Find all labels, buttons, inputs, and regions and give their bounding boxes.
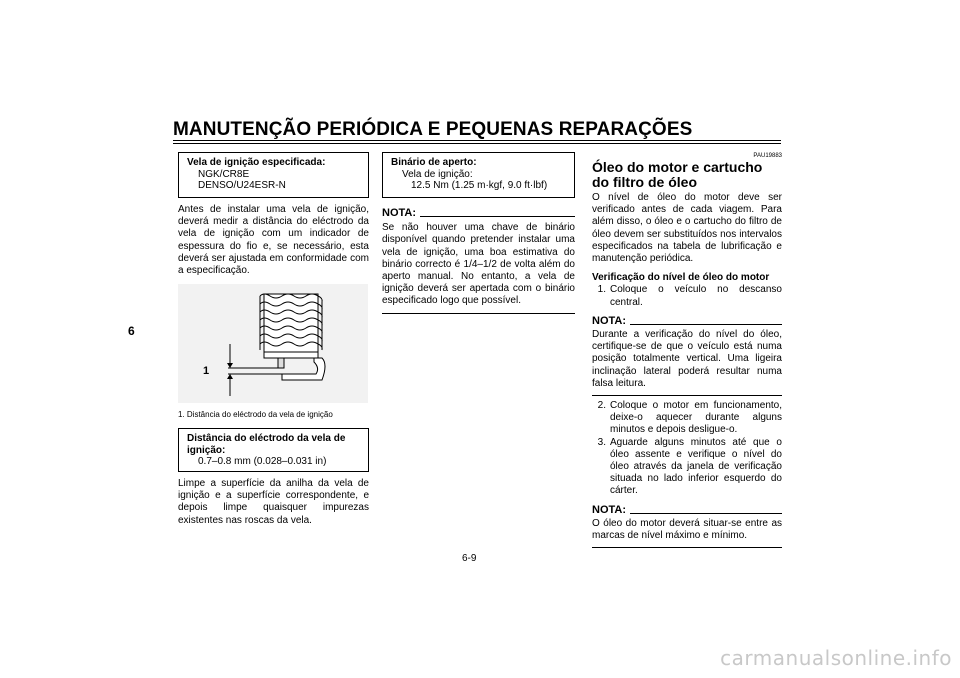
page-title: MANUTENÇÃO PERIÓDICA E PEQUENAS REPARAÇÕES xyxy=(173,119,693,140)
spec-plug-value-2: DENSO/U24ESR-N xyxy=(198,180,286,191)
step-3-text: Aguarde alguns minutos até que o óleo assente e verifique o nível do óleo através da janela de verificação situada no lado inferior esquerdo do cárter. xyxy=(610,436,782,497)
note-2-label: NOTA: xyxy=(592,503,627,516)
torque-title: Binário de aperto: xyxy=(391,157,477,168)
step-1 xyxy=(592,284,782,308)
spec-box-plug xyxy=(178,152,369,198)
figure-label: 1 xyxy=(203,365,210,377)
step-2 xyxy=(592,400,782,437)
title-rule xyxy=(173,140,781,141)
step-2-number: 2. xyxy=(597,400,606,412)
note-2-heading xyxy=(592,504,782,516)
note-2-rule xyxy=(630,513,782,514)
spec-gap-value: 0.7–0.8 mm (0.028–0.031 in) xyxy=(198,456,327,467)
spec-plug-title: Vela de ignição especificada: xyxy=(187,157,326,168)
spark-plug-figure xyxy=(178,284,368,403)
note-end-rule xyxy=(382,313,575,314)
torque-subject: Vela de ignição: xyxy=(402,168,473,180)
note-1-end-rule xyxy=(592,395,782,396)
note-rule xyxy=(420,216,575,217)
figure-caption: 1. Distância do eléctrodo da vela de ignição xyxy=(178,410,333,419)
section-title: Óleo do motor e cartucho do filtro de óleo xyxy=(592,159,763,190)
paragraph-clean: Limpe a superfície da anilha da vela de ignição e a superfície correspondente, e depois limpe quaisquer impurezas existentes nas roscas da vela. xyxy=(178,478,369,526)
note-1-rule xyxy=(630,324,782,325)
note-1-label: NOTA: xyxy=(592,314,627,327)
note-1-heading xyxy=(592,315,782,327)
spec-plug-value-1: NGK/CR8E xyxy=(198,168,250,180)
note-1-text: Durante a verificação do nível do óleo, certifique-se de que o veículo está numa posição totalmente vertical. Uma ligeira inclinação lateral poderá resultar numa falsa leitura. xyxy=(592,329,782,389)
page-number: 6-9 xyxy=(462,553,477,564)
note-heading xyxy=(382,207,575,219)
note-torque xyxy=(382,207,575,314)
step-1-number: 1. xyxy=(597,284,606,296)
step-3-number: 3. xyxy=(597,436,606,448)
paragraph-install: Antes de instalar uma vela de ignição, deverá medir a distância do eléctrodo da vela de ignição com um indicador de espessura do fio e, se necessário, esta deverá ser ajustada em conformidade com a especificação. xyxy=(178,204,369,277)
section-code: PAU19883 xyxy=(753,153,782,159)
note-2-text: O óleo do motor deverá situar-se entre as marcas de nível máximo e mínimo. xyxy=(592,517,782,542)
step-1-text: Coloque o veículo no descanso central. xyxy=(610,284,782,308)
spec-box-torque xyxy=(382,152,575,198)
footer-watermark-url: carmanualsonline.info xyxy=(720,646,952,670)
torque-value: 12.5 Nm (1.25 m·kgf, 9.0 ft·lbf) xyxy=(411,180,548,191)
sub-heading: Verificação do nível de óleo do motor xyxy=(592,272,770,284)
title-rule-thin xyxy=(173,143,781,144)
note-text: Se não houver uma chave de binário disponível quando pretender instalar uma vela de ignição, uma boa estimativa do binário correcto é 1/4–1/2 de volta além do aperto manual. No entanto, a vela de ignição deverá ser apertada com o binário especificado logo que possível. xyxy=(382,222,575,307)
spark-plug-illustration xyxy=(178,284,368,403)
step-3 xyxy=(592,437,782,498)
step-2-text: Coloque o motor em funcionamento, deixe-o aquecer durante alguns minutos e depois desligue-o. xyxy=(610,400,782,436)
section-intro: O nível de óleo do motor deve ser verificado antes de cada viagem. Para além disso, o óleo e o cartucho do filtro de óleo devem ser substituídos nos intervalos especificados na tabela de lubrificação e manutenção periódica. xyxy=(592,192,782,265)
note-label: NOTA: xyxy=(382,207,417,219)
note-2-end-rule xyxy=(592,547,782,548)
section-oil xyxy=(592,152,782,548)
spec-box-gap xyxy=(178,428,369,472)
spec-gap-title: Distância do eléctrodo da vela de ignição: xyxy=(187,433,346,456)
chapter-tab: 6 xyxy=(128,324,135,338)
